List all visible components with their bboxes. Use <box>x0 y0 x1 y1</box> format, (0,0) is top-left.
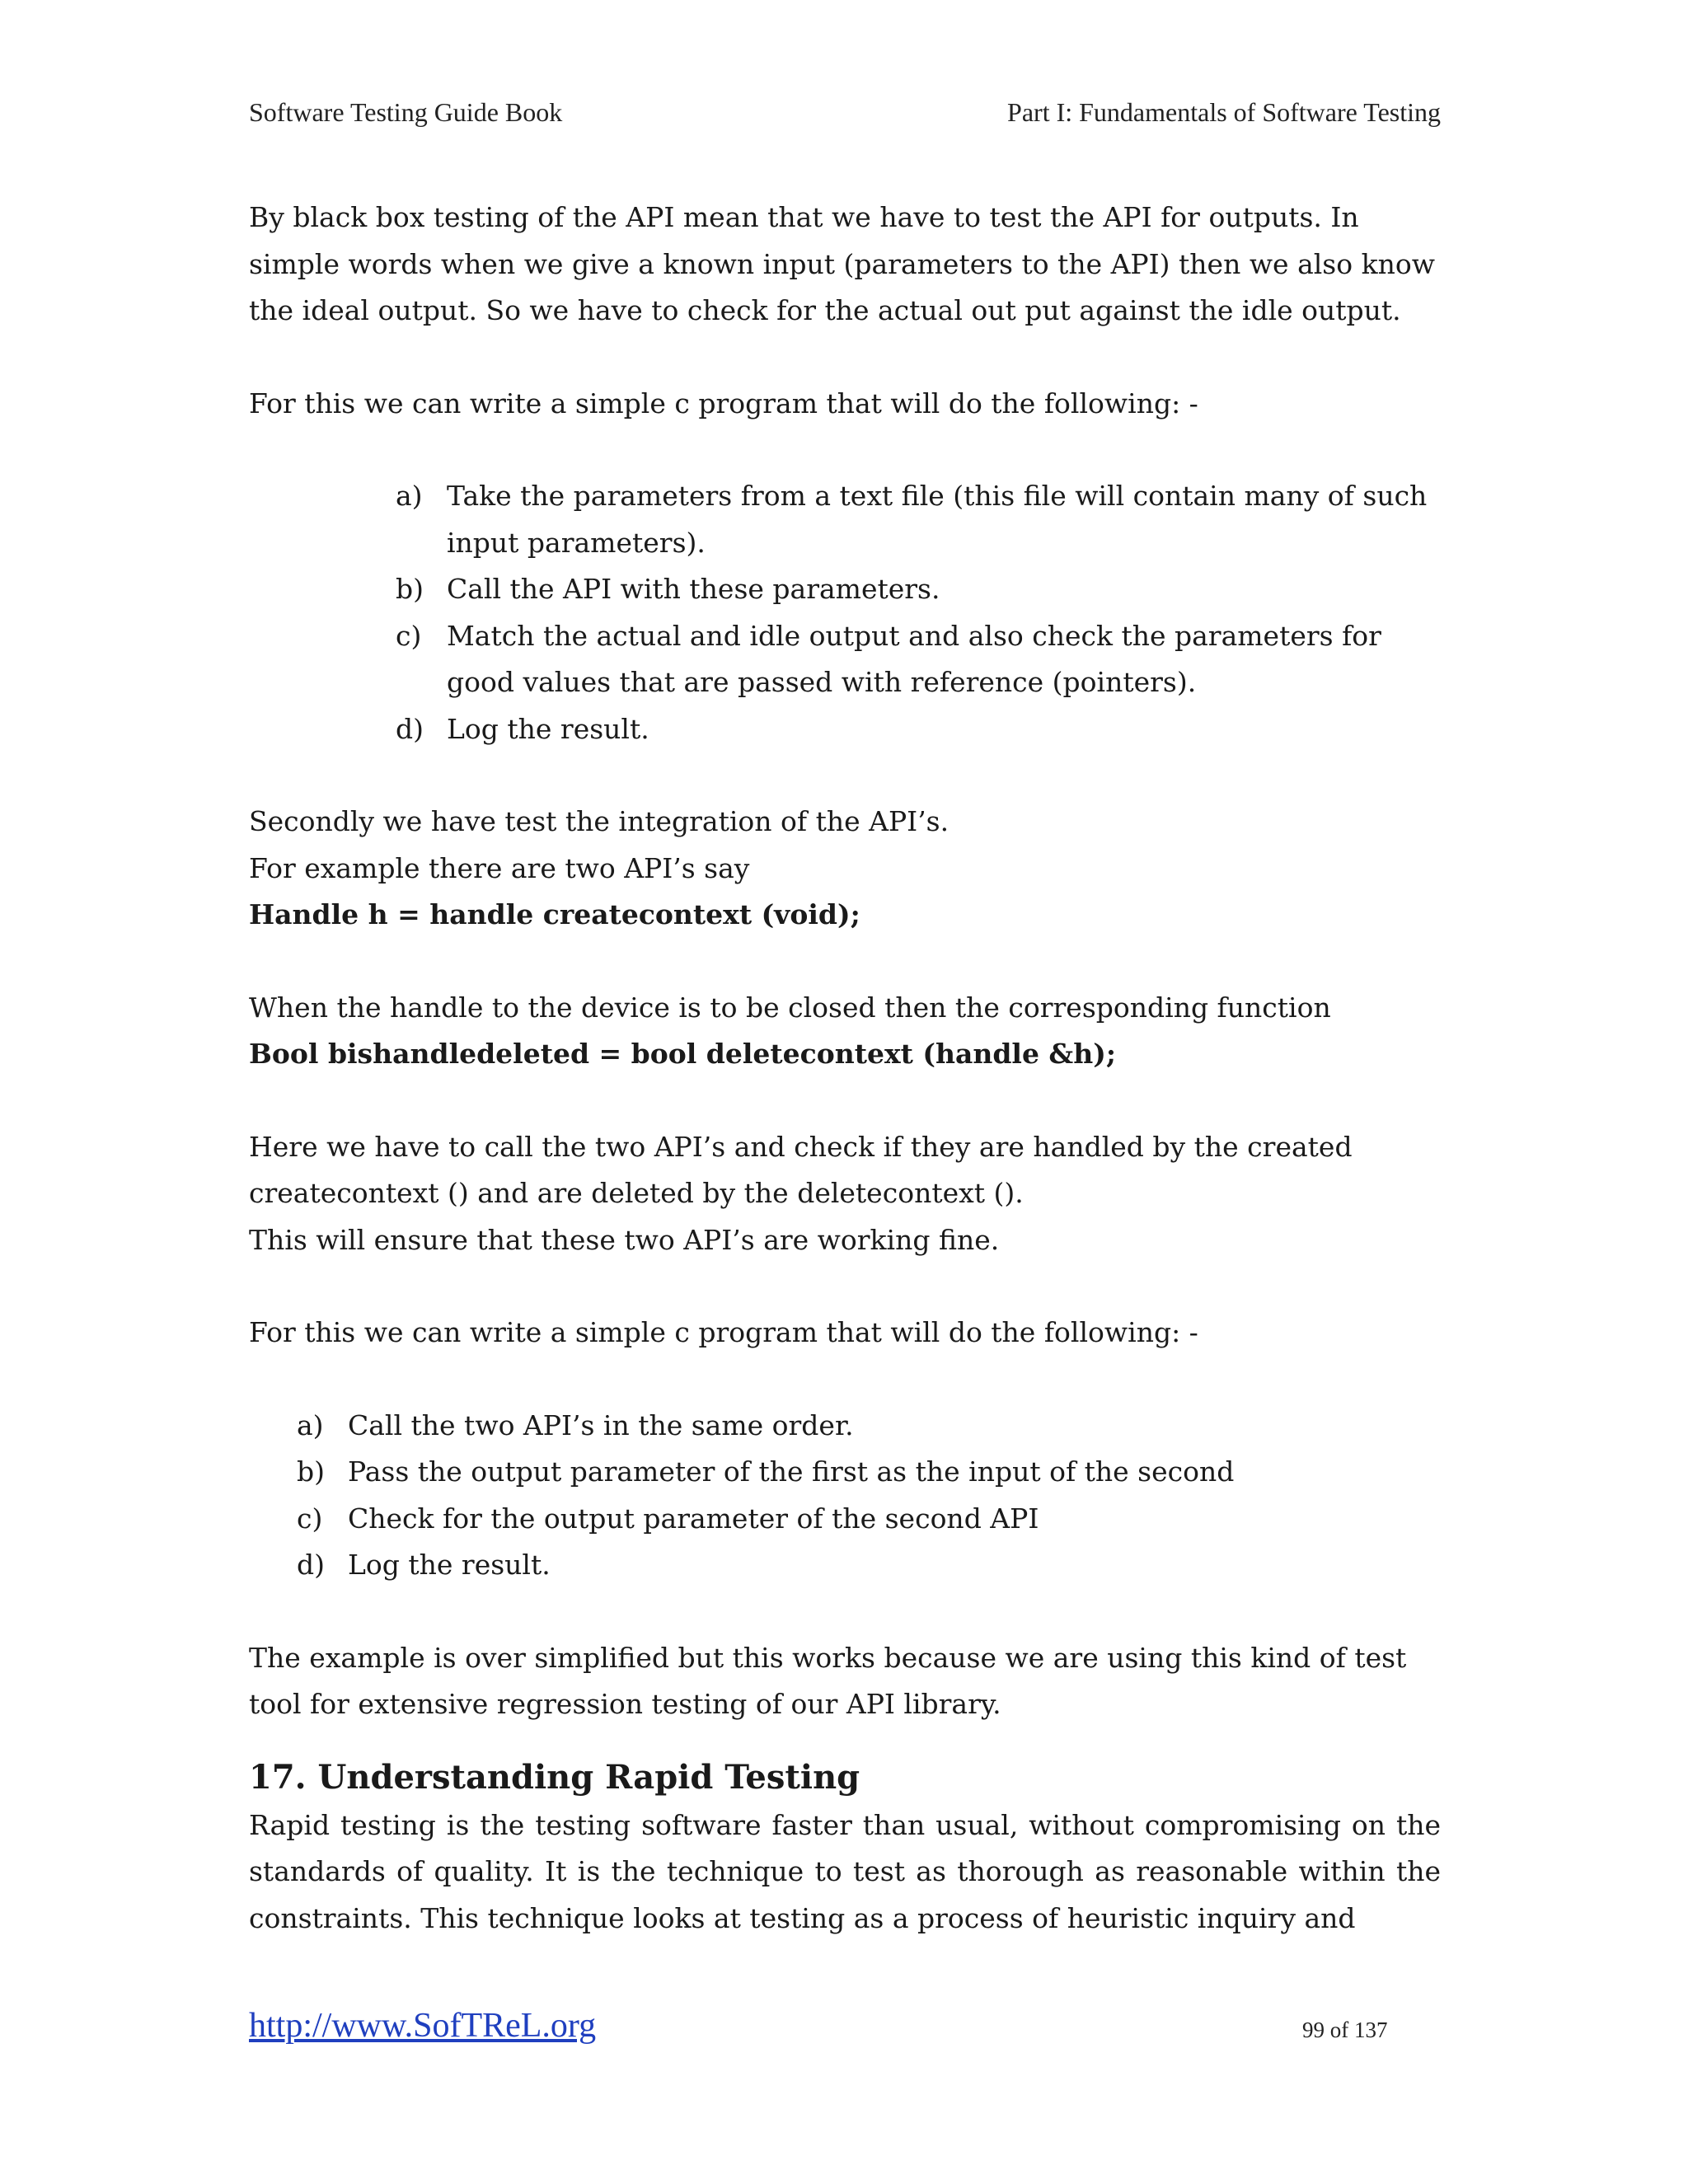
list-item-text: Call the two API’s in the same order. <box>348 1408 854 1441</box>
list-item-text: Log the result. <box>447 712 649 745</box>
paragraph-example-simplified: The example is over simplified but this works because we are using this kind of test tool for extensive regression testing of our API library. <box>249 1641 1407 1720</box>
paragraph-black-box-api: By black box testing of the API mean that we have to test the API for outputs. In simple words when we give a known input (parameters to the API) then we also know the ideal output. So we have to check for the actual out put against the idle output. <box>249 201 1435 326</box>
list-integration-steps <box>249 1403 1441 1589</box>
paragraph-example-apis: For example there are two API’s say <box>249 851 750 884</box>
list-marker: c) <box>297 1502 323 1535</box>
list-marker: a) <box>297 1408 324 1441</box>
list-item-text: Check for the output parameter of the second API <box>348 1502 1039 1535</box>
page-content <box>249 194 1441 1942</box>
list-item-text: Log the result. <box>348 1549 551 1581</box>
paragraph-handle-closed: When the handle to the device is to be closed then the corresponding function <box>249 991 1331 1024</box>
footer-website-link[interactable]: http://www.SofTReL.org <box>249 2007 597 2045</box>
paragraph-call-two-apis: Here we have to call the two API’s and check if they are handled by the created createcontext () and are deleted by the deletecontext (). <box>249 1130 1353 1209</box>
header-book-title: Software Testing Guide Book <box>249 97 563 127</box>
list-marker: b) <box>297 1455 325 1488</box>
list-item <box>396 706 1441 753</box>
list-marker: c) <box>396 619 422 652</box>
list-item <box>297 1403 1441 1450</box>
list-marker: b) <box>396 573 424 605</box>
list-marker: a) <box>396 480 423 512</box>
code-createcontext: Handle h = handle createcontext (void); <box>249 898 860 930</box>
page-header <box>249 97 1441 130</box>
paragraph-ensure-working: This will ensure that these two API’s are working fine. <box>249 1223 1000 1256</box>
header-part-title: Part I: Fundamentals of Software Testing <box>1007 97 1441 127</box>
paragraph-integration-intro: Secondly we have test the integration of the API’s. <box>249 805 950 837</box>
list-item <box>297 1542 1441 1589</box>
list-item <box>297 1449 1441 1496</box>
paragraph-c-program-intro-1: For this we can write a simple c program that will do the following: - <box>249 387 1198 419</box>
list-marker: d) <box>297 1549 325 1581</box>
page-number: 99 of 137 <box>1302 2018 1388 2042</box>
list-item <box>396 613 1441 706</box>
list-marker: d) <box>396 712 424 745</box>
list-item-text: Match the actual and idle output and also check the parameters for good values that are passed with reference (pointers). <box>447 619 1381 698</box>
list-black-box-steps <box>249 473 1441 752</box>
list-item <box>396 566 1441 613</box>
list-item <box>396 473 1441 566</box>
paragraph-c-program-intro-2: For this we can write a simple c program that will do the following: - <box>249 1316 1198 1348</box>
list-item-text: Take the parameters from a text file (this file will contain many of such input parameters). <box>447 480 1428 559</box>
paragraph-rapid-testing: Rapid testing is the testing software faster than usual, without compromising on the standards of quality. It is the technique to test as thorough as reasonable within the constraints. This technique looks at testing as a process of heuristic inquiry and <box>249 1808 1441 1934</box>
section-heading-rapid-testing: 17. Understanding Rapid Testing <box>249 1757 860 1797</box>
list-item <box>297 1496 1441 1543</box>
list-item-text: Call the API with these parameters. <box>447 573 940 605</box>
list-item-text: Pass the output parameter of the first as the input of the second <box>348 1455 1235 1488</box>
code-deletecontext: Bool bishandledeleted = bool deletecontext (handle &h); <box>249 1038 1117 1070</box>
